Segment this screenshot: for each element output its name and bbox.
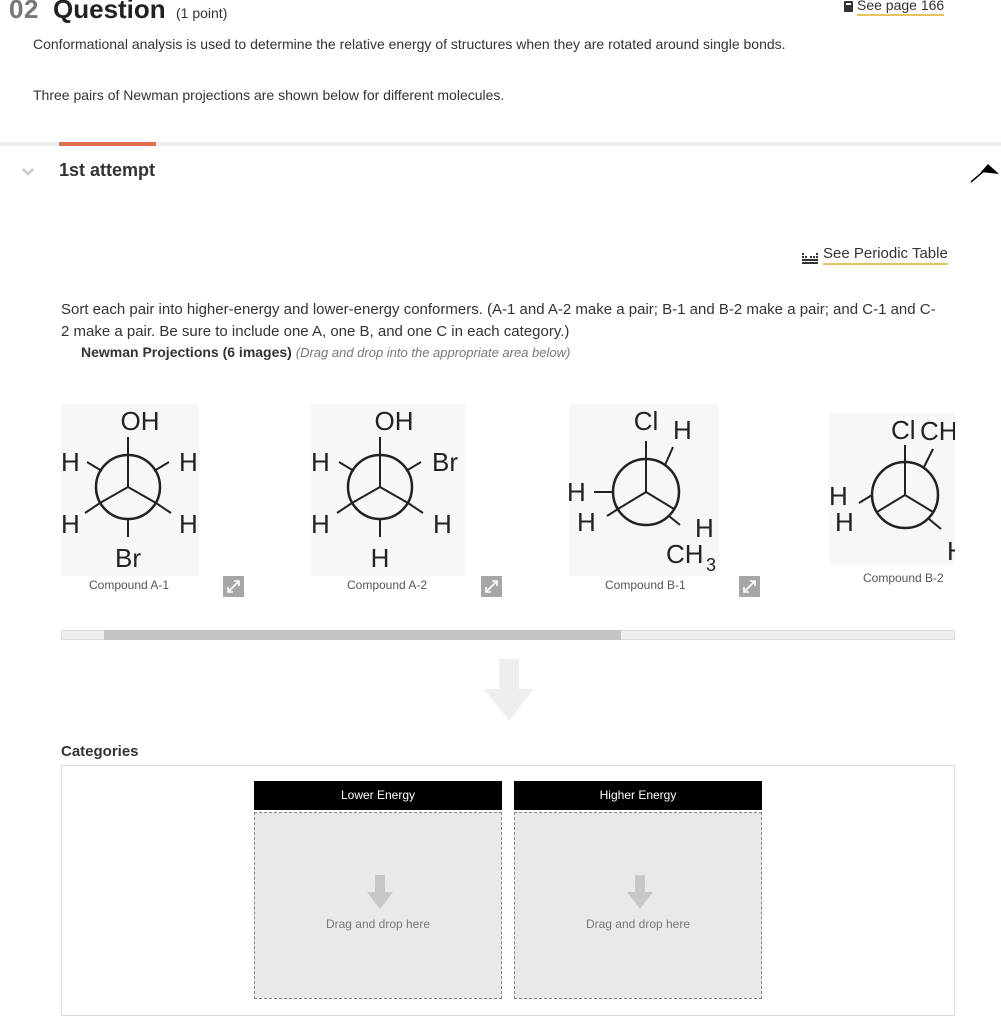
pin-icon[interactable] [968,160,1000,186]
newman-projection-b1 [567,395,767,585]
drop-hint-higher: Drag and drop here [585,917,691,931]
drop-hint-lower: Drag and drop here [325,917,431,931]
label-b1-h-top: H [673,415,692,445]
question-points: (1 point) [176,5,228,21]
label-b2-cl: Cl [891,415,916,445]
label-a1-top: OH [120,406,160,436]
newman-projection-a2 [311,395,511,585]
attempt-label[interactable]: 1st attempt [59,160,156,180]
label-b2-h-right: H [947,536,966,566]
image-carousel[interactable] [61,395,966,610]
intro-text-2: Three pairs of Newman projections are shown below for different molecules. [33,87,505,103]
label-a2-lr: H [433,509,452,539]
label-a1-bottom: Br [115,543,141,573]
instructions-text: Sort each pair into higher-energy and lower-energy conformers. (A-1 and A-2 make a pair; B-1 and B-2 make a pair; and C-1 and C-2 make a pair. Be sure to include one A, one B, and one C in each category.) [61,301,936,340]
label-a2-bottom: H [370,543,390,573]
categories-title: Categories [61,743,139,760]
label-a1-ul: H [61,447,80,477]
periodic-table-label: See Periodic Table [823,245,948,265]
images-hint: (Drag and drop into the appropriate area below) [295,345,571,360]
caption-a2: Compound A-2 [347,578,428,592]
label-a1-lr: H [179,509,198,539]
question-title: Question [53,0,166,24]
label-b1-h-left1: H [567,477,586,507]
down-arrow-icon [484,659,534,721]
attempt-tab-indicator [59,142,156,146]
categories-container [61,765,955,1016]
label-b1-ch3: CH [666,539,704,569]
category-header-lower: Lower Energy [254,781,502,810]
label-b2-h-left1: H [829,481,848,511]
images-title [81,344,570,360]
category-header-higher: Higher Energy [514,781,762,810]
draggable-card-b1[interactable] [567,395,767,610]
expand-icon[interactable] [223,576,244,597]
chevron-down-icon[interactable] [21,166,35,178]
category-lower-energy [254,781,502,999]
label-a1-ur: H [179,447,198,477]
caption-b2: Compound B-2 [863,571,944,585]
label-a2-ll: H [311,509,330,539]
expand-icon[interactable] [739,576,760,597]
label-a2-ul: H [311,447,330,477]
book-icon [844,1,853,12]
down-arrow-icon [627,875,653,909]
draggable-card-a2[interactable] [311,395,511,610]
label-b1-cl: Cl [633,406,659,436]
see-page-link[interactable] [844,0,944,16]
label-b1-h-br: H [695,513,714,543]
label-b1-h-left2: H [577,507,596,537]
newman-projection-a1 [61,395,261,585]
draggable-card-a1[interactable] [61,395,261,610]
periodic-table-icon [802,252,818,265]
newman-projection-b2 [827,395,966,585]
down-arrow-icon [367,875,393,909]
question-number: 02 [9,0,39,24]
carousel-scrollbar-thumb[interactable] [104,630,621,640]
expand-icon[interactable] [481,576,502,597]
label-a1-ll: H [61,509,80,539]
label-b1-ch3-sub: 3 [706,555,717,575]
caption-a1: Compound A-1 [89,578,170,592]
intro-text-1: Conformational analysis is used to determine the relative energy of structures when they are rotated around single bonds. [33,36,786,52]
see-page-label: See page 166 [857,0,944,16]
drop-zone-lower[interactable] [254,812,502,999]
draggable-card-b2[interactable] [827,395,966,610]
caption-b1: Compound B-1 [605,578,686,592]
label-b2-h-left2: H [835,507,854,537]
drop-zone-higher[interactable] [514,812,762,999]
label-b2-ch: CH [920,416,958,446]
images-title-label: Newman Projections (6 images) [81,344,292,360]
label-a2-top: OH [374,406,414,436]
category-higher-energy [514,781,762,999]
periodic-table-link[interactable] [802,245,948,265]
label-a2-ur: Br [432,447,458,477]
